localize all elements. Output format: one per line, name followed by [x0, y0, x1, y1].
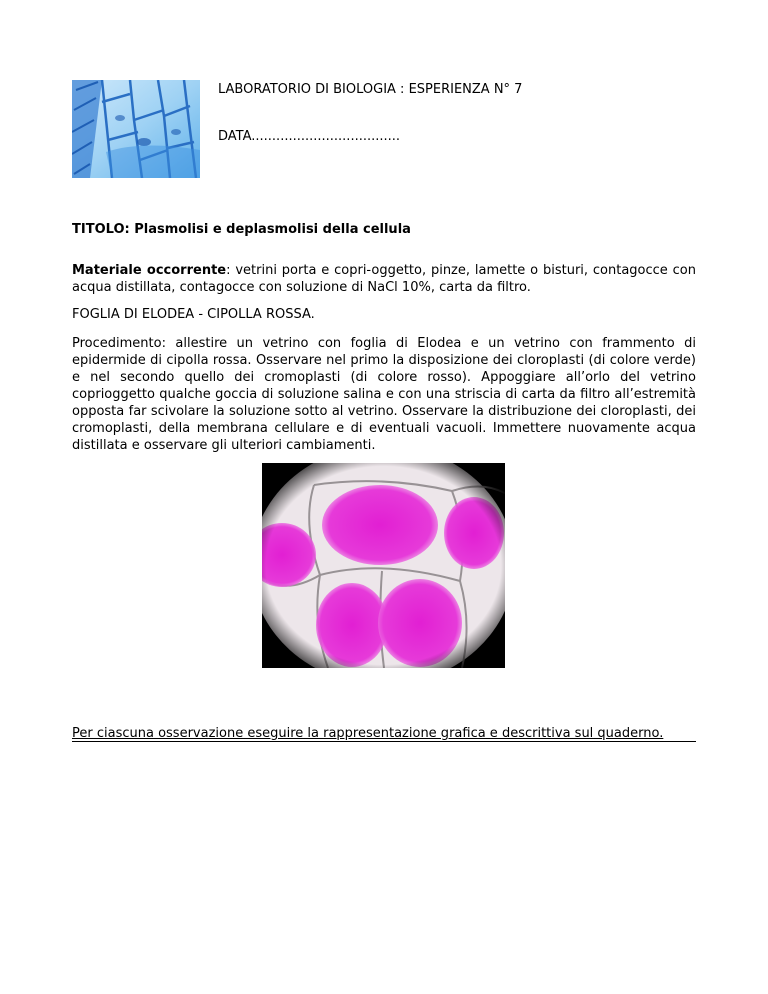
plasmolysed-cells-micrograph-icon [262, 463, 505, 668]
footer-divider [72, 741, 696, 742]
materials-text: : vetrini porta e copri-oggetto, pinze, lamette o bisturi, contagocce con acqua distillata, contagocce con soluzione di NaCl 10%, carta da filtro. [72, 263, 696, 295]
footer-note: Per ciascuna osservazione eseguire la rappresentazione grafica e descrittiva sul quaderno. [72, 726, 664, 741]
onion-cells-micrograph-icon [72, 80, 200, 178]
specimens-line: FOGLIA DI ELODEA - CIPOLLA ROSSA. [72, 307, 315, 322]
lab-title: LABORATORIO DI BIOLOGIA : ESPERIENZA N° 7 [218, 82, 523, 97]
materials-paragraph [72, 262, 696, 296]
date-line: DATA.................................... [218, 129, 401, 144]
materials-label: Materiale occorrente [72, 263, 227, 278]
document-title: TITOLO: Plasmolisi e deplasmolisi della cellula [72, 222, 411, 237]
procedure-paragraph: Procedimento: allestire un vetrino con foglia di Elodea e un vetrino con frammento di epidermide di cipolla rossa. Osservare nel primo la disposizione dei cloroplasti (di colore verde) e nel secondo quello dei cromoplasti (di colore rosso). Appoggiare all’orlo del vetrino coprioggetto qualche goccia di soluzione salina e con una striscia di carta da filtro all’estremità opposta far scivolare la soluzione sotto al vetrino. Osservare la distribuzione dei cloroplasti, dei cromoplasti, della membrana cellulare e di eventuali vacuoli. Immettere nuovamente acqua distillata e osservare gli ulteriori cambiamenti. [72, 336, 696, 453]
